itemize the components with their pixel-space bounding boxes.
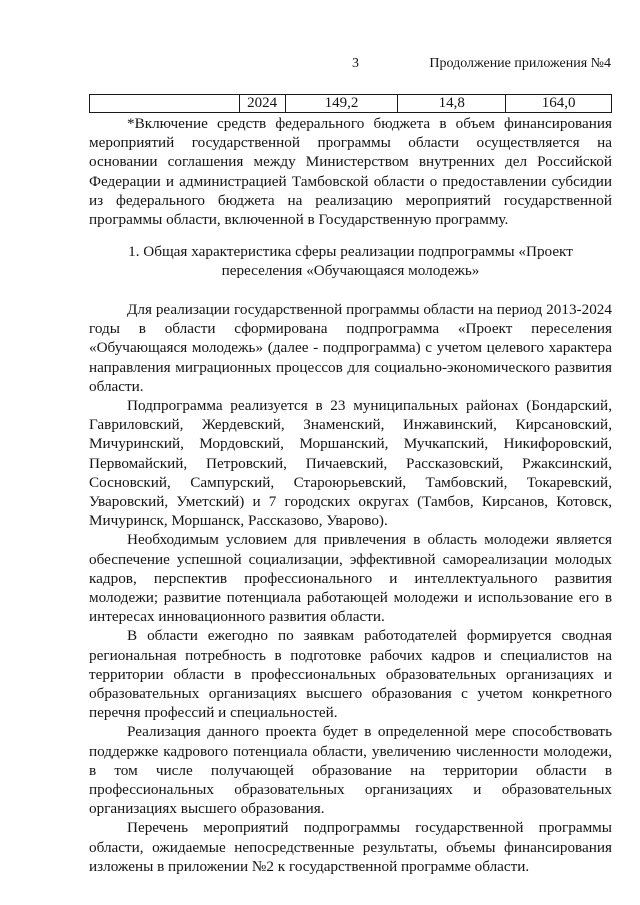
table-cell-sum: 164,0 xyxy=(506,95,612,113)
paragraph: Реализация данного проекта будет в определенной мере способствовать поддержке кадрового потенциала области, увеличению численности молодежи, в том числе получающей образование на территории области в профессиональных образовательных организациях и образовательных организациях высшего образования. xyxy=(89,723,612,818)
table-cell-label xyxy=(90,95,240,113)
table-cell-total: 149,2 xyxy=(285,95,398,113)
footnote-block xyxy=(89,114,612,229)
paragraph: Перечень мероприятий подпрограммы государственной программы области, ожидаемые непосредственные результаты, объемы финансирования изложены в приложении №2 к государственной программе области. xyxy=(89,819,612,875)
paragraph: В области ежегодно по заявкам работодателей формируется сводная региональная потребность в подготовке рабочих кадров и специалистов на территории области в профессиональных образовательных организациях и образовательных организациях высшего образования с учетом конкретного перечня профессий и специальностей. xyxy=(89,627,612,722)
section-title xyxy=(89,242,612,280)
table-cell-federal: 14,8 xyxy=(398,95,506,113)
body-text xyxy=(89,300,612,876)
financing-table xyxy=(89,94,612,113)
page-number: 3 xyxy=(352,56,359,71)
appendix-continuation-note: Продолжение приложения №4 xyxy=(429,56,611,71)
section-title-line-1: 1. Общая характеристика сферы реализации подпрограммы «Проект xyxy=(128,243,573,260)
table-row xyxy=(90,95,612,113)
section-title-line-2: переселения «Обучающаяся молодежь» xyxy=(221,262,480,279)
footnote-text: *Включение средств федерального бюджета в объем финансирования мероприятий государственной программы области осуществляется на основании соглашения между Министерством внутренних дел Российской Федерации и администрацией Тамбовской области о предоставлении субсидии из федерального бюджета на реализацию мероприятий государственной программы области, включенной в Государственную программу. xyxy=(89,115,612,229)
paragraph: Для реализации государственной программы области на период 2013-2024 годы в области сформирована подпрограмма «Проект переселения «Обучающаяся молодежь» (далее - подпрограмма) с учетом целевого характера направления миграционных процессов для социально-экономического развития области. xyxy=(89,301,612,395)
paragraph: Необходимым условием для привлечения в область молодежи является обеспечение успешной социализации, эффективной самореализации молодых кадров, перспектив профессионального и интеллектуального развития молодежи; развитие потенциала работающей молодежи и использование его в интересах инновационного развития области. xyxy=(89,531,612,626)
table-cell-year: 2024 xyxy=(239,95,285,113)
paragraph: Подпрограмма реализуется в 23 муниципальных районах (Бондарский, Гавриловский, Жердевский, Знаменский, Инжавинский, Кирсановский, Мичуринский, Мордовский, Моршанский, Мучкапский, Никифоровский, Первомайский, Петровский, Пичаевский, Рассказовский, Ржаксинский, Сосновский, Сампурский, Староюрьевский, Тамбовский, Токаревский, Уваровский, Уметский) и 7 городских округах (Тамбов, Кирсанов, Котовск, Мичуринск, Моршанск, Рассказово, Уварово). xyxy=(89,397,612,530)
